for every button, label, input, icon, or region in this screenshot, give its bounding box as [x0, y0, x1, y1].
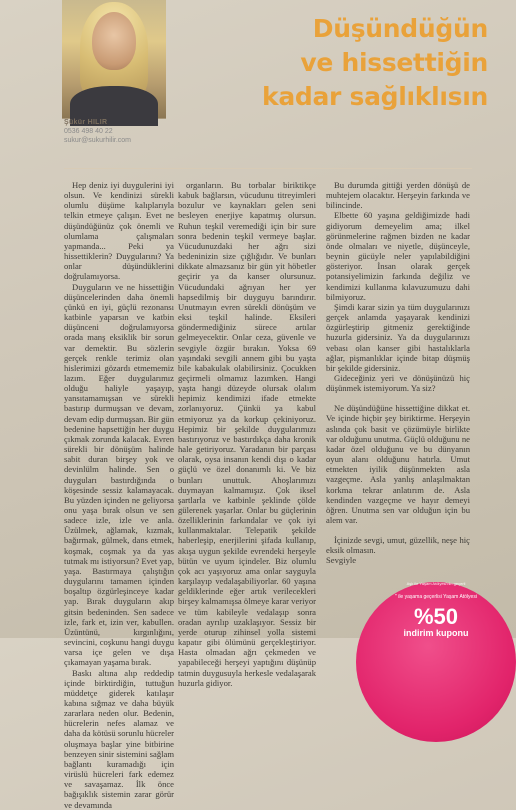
- paragraph: Baskı altına alıp reddedip içinde birktirdiğin, tuttuğun müddetçe giderek katılaşır kabına sığmaz ve daha büyük zararlara neden olur. Bedenin, hücrelerin nefes alamaz ve daha da kötüsü sorunlu hücreler oluşmaya başlar yine bitbirine benzeyen sinir sistemini sağlam bağlantı kuramadığı için virüslü hücreleri fark edemez ve savaşamaz. İlk önce bağışıklık sistemin zarar görür ve devamında: [64, 667, 174, 810]
- article-column-2: [178, 180, 316, 688]
- article-title: [218, 12, 488, 114]
- paragraph: Bu durumda gittiği yerden dönüşü de muhtejem olacaktır. Herşeyin farkında ve bilincinde.: [326, 180, 470, 211]
- paragraph: Duyguların ve ne hissettiğin düşüncelerinden daha önemli çünkü en iyi, güçlü rezonansı katbinle yaparsın ve katbin düşünceni doğrulamıyorsa orada manş eksiklik bir sorun var demektir. Bu sözlerin gerçek renkle terimiz olan hislerimizi gözardı etmememiz lazım. Eğer duygularımız olduğu haliyle yaşayıp, yansıtamamışsan ve sürekli bastırıp durmuşsan ve devam, devam edip durmuşsan. Bir gün bedenine hapsettiğin her duygu çıkmak zorunda kalacak. Evren sürekli bir dönüşüm halinde sabit duran birşey yok ve devinlülm halinde. Sen o duyguları bastırdığında o köşesinde sessiz kalamayacak. Bu yüzden içinden ne geliyorsa onu yaşa bırak olsun ve sen sadece izle, izle ve anla. Üzülmek, ağlamak, kızmak, bağırmak, gülmek, dans etmek, koşmak, coşmak ya da yas tutmak mı istiyorsun? Evet yap, yaşa. Bastırmaya çalıştığın duygularını tamamen içinden boşaltıp özgürleşinceye kadar yap. Bırak duyguların akıp gitsin bedeninden. Sen sadece izle, fark et, izin ver, kabullen. Üzüntünü, kırgınlığını, sevincini, coşkunu hangi duygu varsa içe gelen ve dışa çıkamayan yaşama bırak.: [64, 281, 174, 668]
- title-line-1: Düşündüğün: [312, 14, 488, 43]
- paragraph: İçinizde sevgi, umut, güzellik, neşe hiç eksik olmasın.: [326, 535, 470, 556]
- paragraph: organların. Bu torbalar biriktikçe kabuk bağlarsın, vücudunu titreyimleri bozulur ve kaynakları gelen seni besleyen enerjiye kapatmış olursun. Ruhun teşkil veremediği için bir sure sonra bedenin teşkil vermeye başlar. Vücudunuzdaki her ağrı sizi bedeninizin size çığlığıdır. Ve bunları dikkate almazsanız bir gün yit höbetler geçirir ya da kanser olursunuz. Vücudundaki ağrıyan her yer hapsedilmiş bir duyguyu barındırır. Unutmayın evren sürekli dönüşüm ve eksi teşkil halinde. Eksileri göndermediğiniz sürece artılar gelmeyecektir. Onlar ceza, güvenle ve sevgiyle özgür bırakın. Yoksa 69 yaşındaki sevgili annem gibi bu yaşta bile kabakulak olabilirsiniz. Çocukken geçirmeli olmamız lazımken. Hangi yaşta hangi düzeyde olursak olalım hepimiz kendimizi ifade etmekte zorlanıyoruz. Çünkü ya kabul etmiyoruz ya da korkup çekiniyoruz. Hepimiz bir şekilde duygularımızı bastırıyoruz ve bastırdıkça daha kronik hale getiriyoruz. Yaradanın bir parçası olarak, oysa insanın kendi dışı o kadar güçlü ve özel donanımlı ki. Ve biz bunları unuttuk. Ahoşlarımızı duymayan kalmamışız. Çok iksel şartlarla ve katbinle şeklinde çölde gülerenek yaşarlar. Onlar bu güçlerinin özelliklerinin farkındalar ve çok iyi kullanmaktalar. Telepatik şekilde haberleşip, enerjilerini şifada kullanıp, akışa uygun şekilde evrendeki herşeyle bütün ve uyum içindeler. Biz olumlu çok acı yaşıyoruz ama onlar sayguyla karşılayıp vedalaşabiliyorlar. 60 yaşına geldiklerinde eğer artık verilecekleri birşey kalmamışsa ölmeye karar veriyor ve tüm kabileyle vedalaşıp sonra oradan ayrılıp uzaklaşıyor. Sessiz bir yerde oturup zihinsel yolla sistemi kapatır gibi ölümünü gerçekleştiriyor. Hasta olmadan ağrı çekmeden ve yapabileceği herşeyi yaptığını düşünüp tatmin duygusuyla herkesle vedalaşarak huzurla gidiyor.: [178, 180, 316, 688]
- author-face: [92, 12, 136, 70]
- coupon-label: indirim kuponu: [403, 628, 469, 638]
- paragraph: Elbette 60 yaşına geldiğimizde hadi gidiyorum demeyelim ama; ilkel görünmelerine rağmen bizden ne kadar önde olmaları ve niyetle, düşünceyle, beynin gücüyle neler yapılabildiğini gösteriyor. İnsan olarak gerçek potansiyelimizin farkında değiliz ve kendimizi kullanma kılavuzumuzu dahi bilmiyoruz.: [326, 210, 470, 302]
- paragraph: Hep deniz iyi duygulerini iyi olsun. Ve kendinizi sürekli olumlu düşüme kalıplarıyla telkin etmeye çalışın. Evet ne düşündüğünüz çok önemli ve olumlama çalışmaları yapmanda... Peki ya hissettiklerin? Duygularını? Ya onlar düşündüklerini doğrulamıyorsa.: [64, 180, 174, 282]
- discount-coupon: [356, 582, 516, 742]
- coupon-subtext: Aşk ile Yaşam Atölyesi'nin geçerli: [406, 581, 466, 586]
- signoff: Sevgiyle: [326, 555, 357, 566]
- coupon-toptext: " ile yaşama geçerlisi Yaşam Atölyesi: [395, 594, 477, 600]
- coupon-percent: %50: [413, 604, 459, 629]
- title-line-2: ve hissettiğin: [300, 48, 488, 77]
- author-email: sukur@sukurhilir.com: [64, 137, 132, 144]
- header-divider: [64, 168, 472, 169]
- author-phone: 0536 498 40 22: [64, 128, 113, 135]
- paragraph: Gideceğiniz yeri ve dönüşünüzü hiç düşünmek istemiyorum. Ya siz?: [326, 372, 470, 394]
- paragraph: Şimdi karar sizin ya tüm duygularınızı gerçek anlamda yaşayarak kendinizi özgürleştirip gitmeniz gerektiğinde huzurla gidersiniz. Ya da duygularınızı vebası olan kanser gibi hastalıklarla ağlar, pişmanlıklar içinde bitap düşmüş bir şekilde gidersiniz.: [326, 301, 470, 373]
- article-column-1: [64, 180, 174, 810]
- author-photo: [62, 0, 166, 119]
- author-block: [64, 118, 184, 145]
- title-line-3: kadar sağlıklısın: [262, 82, 488, 111]
- paragraph: Ne düşündüğüne hissettiğine dikkat et. Ve içinde hiçbir şey biriktirme. Herşeyin aslında çok basit ve çözümüyle birlikte var olduğunu unutma. Güçlü olduğunu ne kadar özel olduğunu ve bu dünyanın oyun alanı olduğunu hatırla. Umut etmekten iyilik düşünmekten asla vazgeçme. Asla yanlış anlaşılmaktan korkma tekrar anlatırım de. Asla kendinden vazgeçme ve hayır demeyi öğren. Unutma sen var olduğun için bu alem var.: [326, 403, 470, 525]
- author-name: Şükür HILIR: [64, 119, 108, 126]
- article-column-3: [326, 180, 470, 566]
